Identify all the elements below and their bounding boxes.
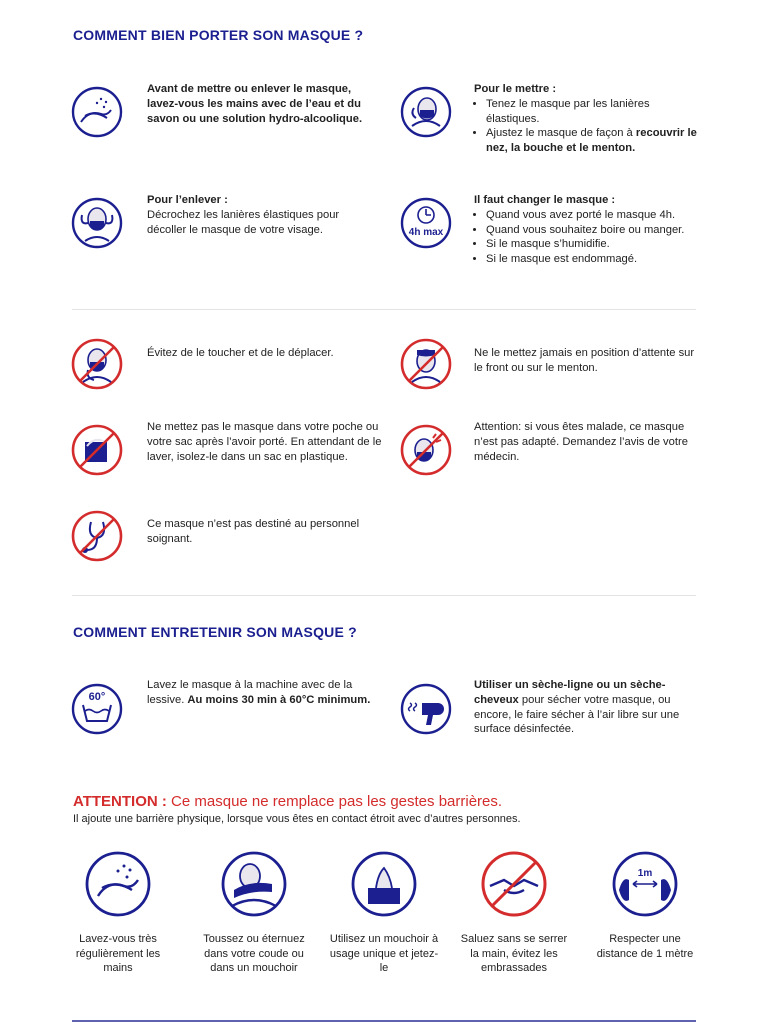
dry-bold: Utiliser un sèche-ligne ou un sèche-cheveux <box>474 679 666 706</box>
before-text: Avant de mettre ou enlever le masque, lavez-vous les mains avec de l’eau et du savon ou une solution hydro-alcoolique. <box>147 83 363 125</box>
stethoscope-icon <box>71 510 123 562</box>
no-touch-text: Évitez de le toucher et de le déplacer. <box>147 347 334 359</box>
remove-text: Décrochez les lanières élastiques pour décoller le masque de votre visage. <box>147 208 340 236</box>
change-item: • Quand vous avez porté le masque 4h. <box>486 208 699 223</box>
caregivers-text: Ce masque n’est pas destiné au personnel soignant. <box>147 518 360 545</box>
divider <box>72 595 696 596</box>
remove-mask-icon <box>71 197 123 249</box>
distance-label: 1m <box>637 868 653 879</box>
wash-text: Lavez le masque à la machine avec de la lessive. <box>147 679 353 706</box>
sick-icon <box>400 424 452 476</box>
tissue-box-icon <box>350 850 418 918</box>
attention-sub: Il ajoute une barrière physique, lorsque vous êtes en contact étroit avec d’autres personnes. <box>73 813 521 825</box>
cough-elbow-icon <box>220 850 288 918</box>
put-on-title: Pour le mettre : <box>474 83 557 95</box>
no-handshake-icon <box>480 850 548 918</box>
wash-block <box>147 678 372 708</box>
remove-block <box>147 193 377 237</box>
distance-icon <box>611 850 679 918</box>
sick-text: Attention: si vous êtes malade, ce masque n’est pas adapté. Demandez l’avis de votre médecin. <box>474 421 688 463</box>
gesture-label: Utilisez un mouchoir à usage unique et jetez-le <box>329 933 439 974</box>
dry-block <box>474 678 699 737</box>
gesture-cough-elbow <box>199 850 309 976</box>
gesture-wash-hands <box>63 850 173 976</box>
gesture-distance <box>590 850 700 961</box>
washing-label: 60° <box>88 691 106 703</box>
wash-bold: Au moins 30 min à 60°C minimum. <box>187 693 371 706</box>
no-touch-icon <box>71 338 123 390</box>
put-on-block <box>474 82 699 156</box>
no-pocket-text: Ne mettez pas le masque dans votre poche ou votre sac après l’avoir porté. En attendant de le laver, isolez-le dans un sac en plastique. <box>147 421 382 463</box>
change-item: • Si le masque est endommagé. <box>486 252 699 267</box>
no-forehead-text: Ne le mettez jamais en position d’attente sur le front ou sur le menton. <box>474 347 695 374</box>
gesture-tissue <box>329 850 439 976</box>
gesture-label: Saluez sans se serrer la main, évitez les embrassades <box>460 933 568 974</box>
clock-label: 4h max <box>408 227 444 238</box>
put-on-item: • Tenez le masque par les lanières élastiques. <box>486 97 699 127</box>
section-title-wear: COMMENT BIEN PORTER SON MASQUE ? <box>73 27 364 43</box>
gesture-label: Toussez ou éternuez dans votre coude ou dans un mouchoir <box>203 933 305 974</box>
remove-title: Pour l’enlever : <box>147 194 228 206</box>
handwash-icon <box>71 86 123 138</box>
change-item: • Quand vous souhaitez boire ou manger. <box>486 223 699 238</box>
washing-60-icon <box>71 683 123 735</box>
dry-text: pour sécher votre masque, ou encore, le faire sécher à l’air libre sur une surface désinfectée. <box>474 693 680 736</box>
divider <box>72 309 696 310</box>
bottom-rule <box>72 1020 696 1022</box>
gesture-no-handshake <box>459 850 569 976</box>
hairdryer-icon <box>400 683 452 735</box>
attention-label: ATTENTION : <box>73 793 167 810</box>
handwash-icon <box>84 850 152 918</box>
no-forehead-icon <box>400 338 452 390</box>
attention-headline <box>73 793 502 810</box>
no-pocket-icon <box>71 424 123 476</box>
section-title-care: COMMENT ENTRETENIR SON MASQUE ? <box>73 624 357 640</box>
gesture-label: Lavez-vous très régulièrement les mains <box>75 933 161 974</box>
gesture-label: Respecter une distance de 1 mètre <box>596 933 694 960</box>
change-item: • Si le masque s’humidifie. <box>486 237 699 252</box>
attention-text: Ce masque ne remplace pas les gestes barrières. <box>171 793 503 810</box>
change-block <box>474 193 699 267</box>
change-title: Il faut changer le masque : <box>474 194 616 206</box>
clock-icon <box>400 197 452 249</box>
put-on-item: • Ajustez le masque de façon à recouvrir le nez, la bouche et le menton. <box>486 126 699 156</box>
put-on-mask-icon <box>400 86 452 138</box>
